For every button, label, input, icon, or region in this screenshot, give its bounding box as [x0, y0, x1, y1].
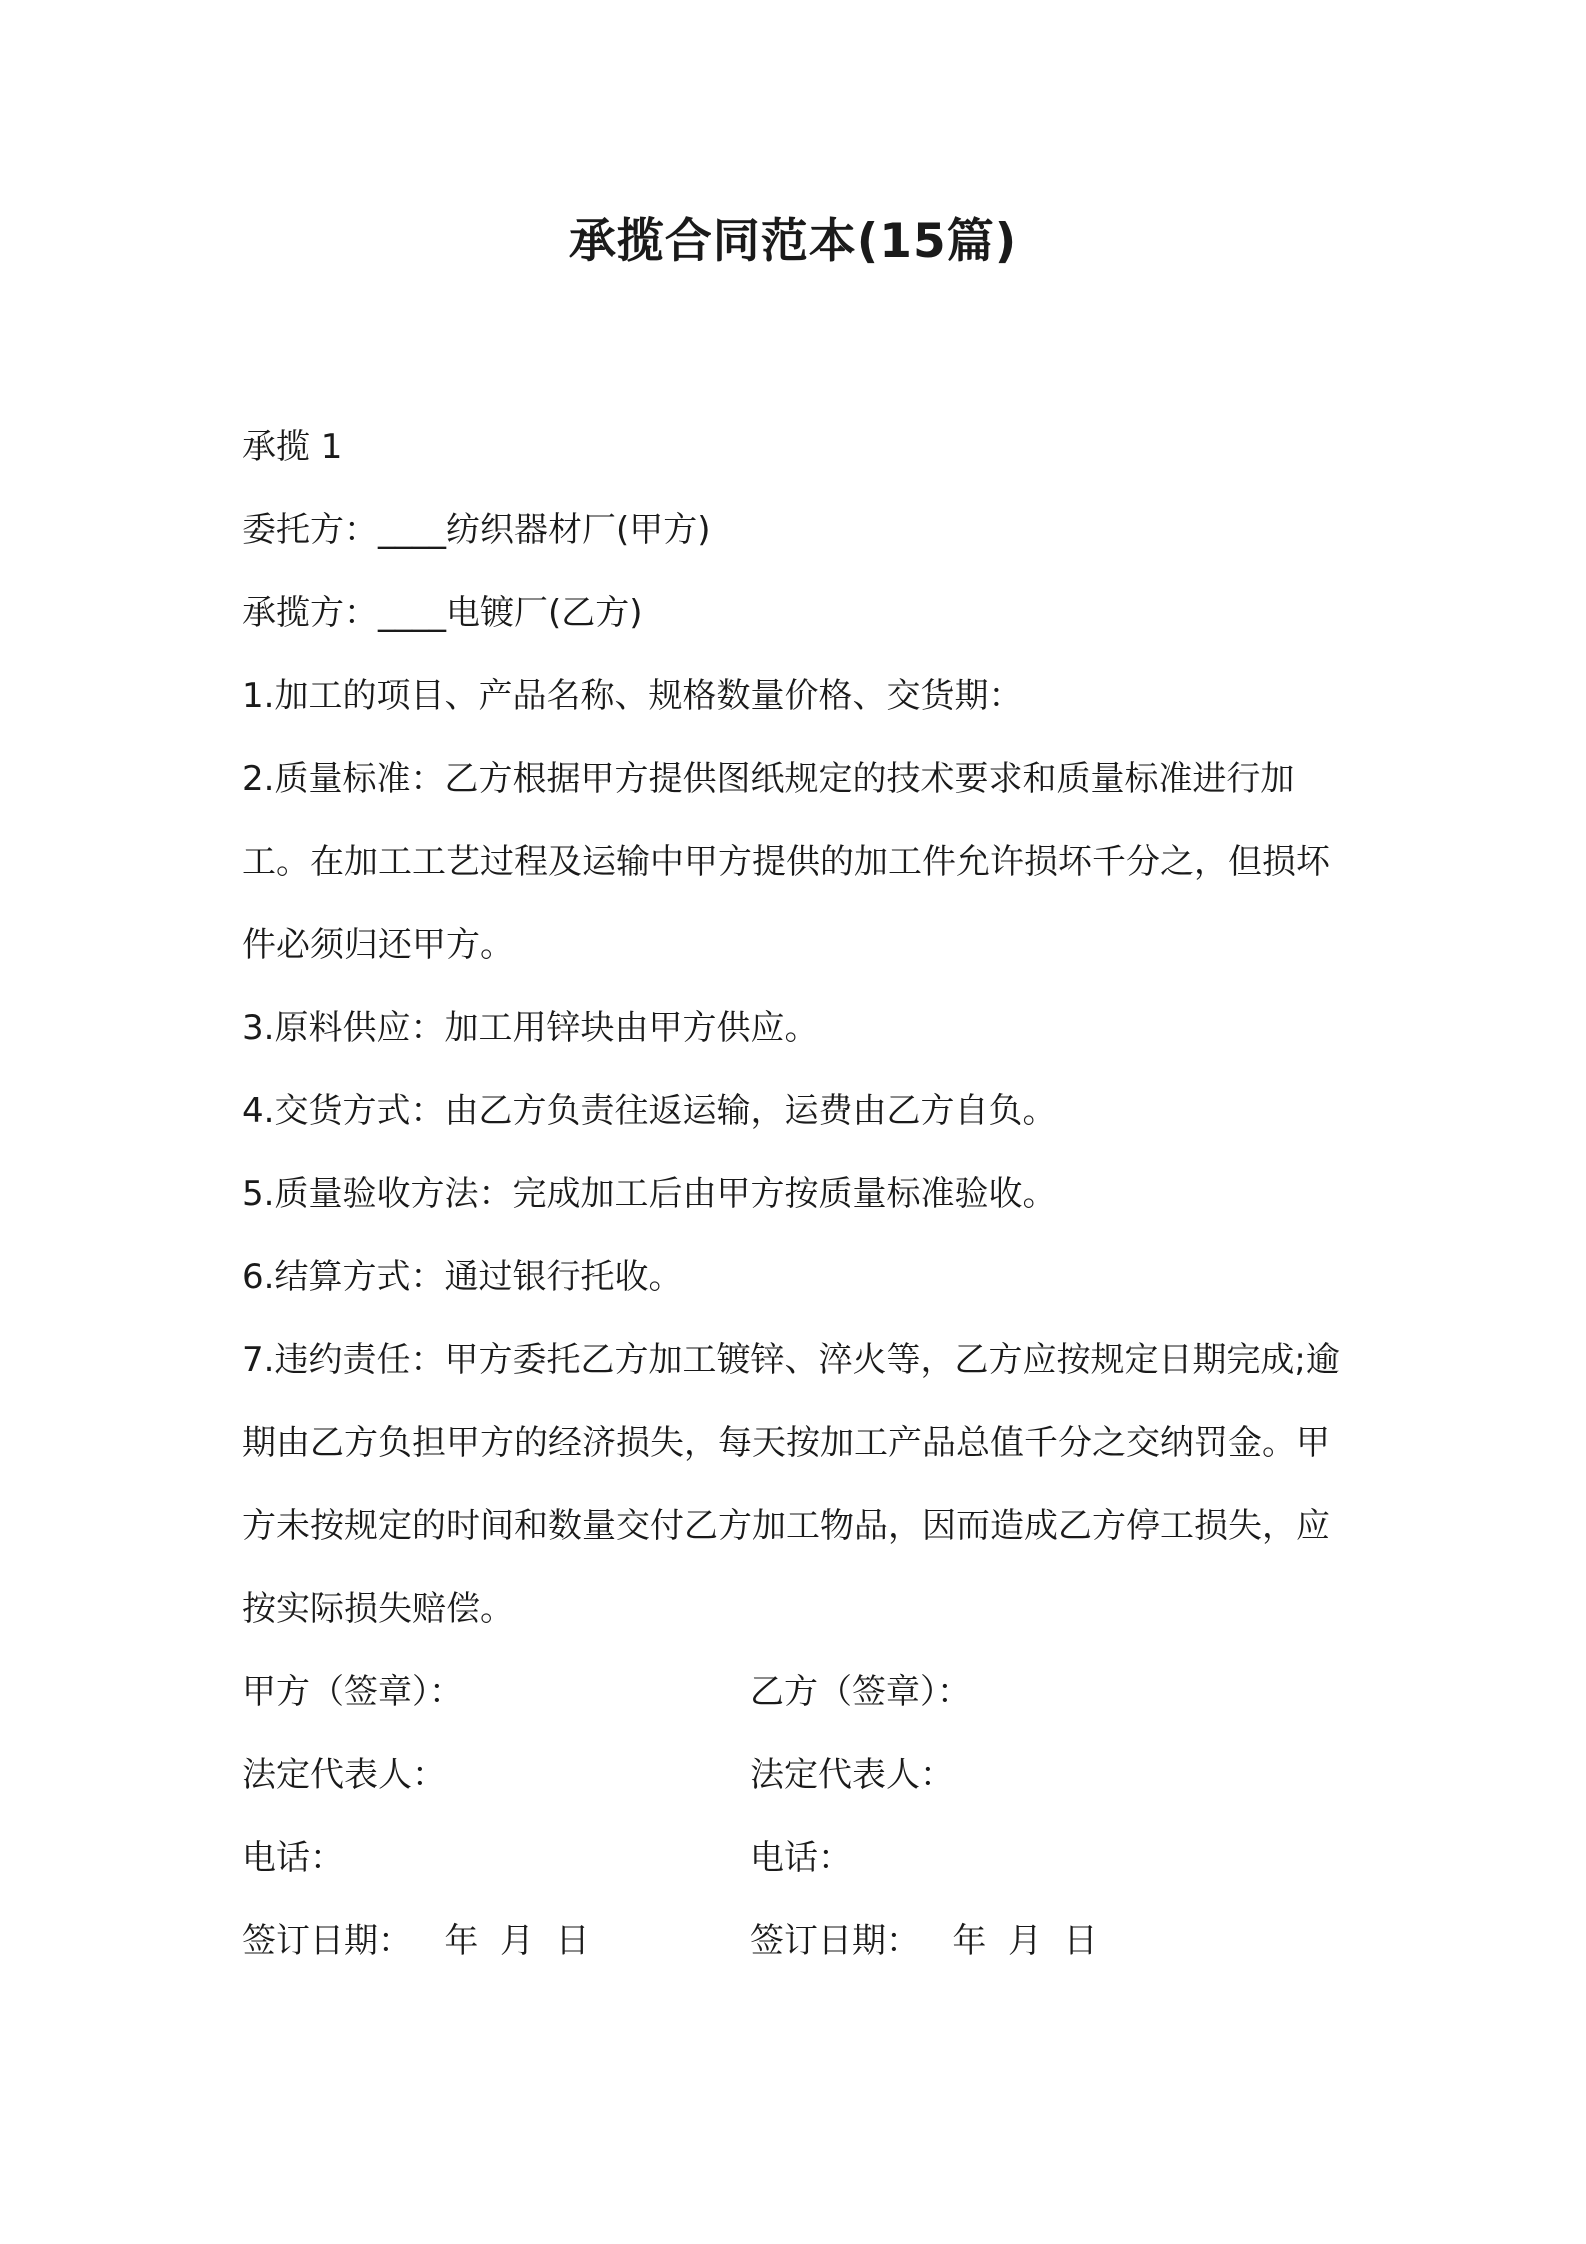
party-a-date: 签订日期： 年 月 日 [242, 1921, 590, 1961]
clause-4: 4.交货方式：由乙方负责往返运输，运费由乙方自负。 [242, 1091, 1057, 1131]
signature-row-date [242, 1900, 1362, 1983]
party-a-representative: 法定代表人： [242, 1755, 446, 1795]
signature-row-seal [242, 1651, 1362, 1734]
client-party: 委托方：____纺织器材厂(甲方) [242, 510, 711, 550]
party-b-date: 签订日期： 年 月 日 [750, 1921, 1098, 1961]
section-heading: 承揽 1 [242, 427, 343, 467]
document-title: 承揽合同范本(15篇) [568, 214, 1018, 269]
party-a-phone: 电话： [242, 1838, 344, 1878]
clause-3: 3.原料供应：加工用锌块由甲方供应。 [242, 1008, 819, 1048]
contract-body [242, 406, 1362, 1983]
signature-row-representative [242, 1734, 1362, 1817]
clause-5: 5.质量验收方法：完成加工后由甲方按质量标准验收。 [242, 1174, 1057, 1214]
party-b-phone: 电话： [750, 1838, 852, 1878]
clause-6: 6.结算方式：通过银行托收。 [242, 1257, 683, 1297]
signature-row-phone [242, 1817, 1362, 1900]
party-b-seal: 乙方（签章）： [750, 1672, 971, 1712]
party-a-seal: 甲方（签章）： [242, 1672, 463, 1712]
party-b-representative: 法定代表人： [750, 1755, 954, 1795]
clause-1: 1.加工的项目、产品名称、规格数量价格、交货期： [242, 676, 1023, 716]
clause-2: 2.质量标准：乙方根据甲方提供图纸规定的技术要求和质量标准进行加工。在加工工艺过程及运输中甲方提供的加工件允许损坏千分之，但损坏件必须归还甲方。 [242, 759, 1330, 965]
clause-7: 7.违约责任：甲方委托乙方加工镀锌、淬火等，乙方应按规定日期完成;逾期由乙方负担甲方的经济损失，每天按加工产品总值千分之交纳罚金。甲方未按规定的时间和数量交付乙方加工物品，因而造成乙方停工损失，应按实际损失赔偿。 [242, 1340, 1340, 1629]
signature-block [242, 1651, 1362, 1983]
contractor-party: 承揽方：____电镀厂(乙方) [242, 593, 643, 633]
